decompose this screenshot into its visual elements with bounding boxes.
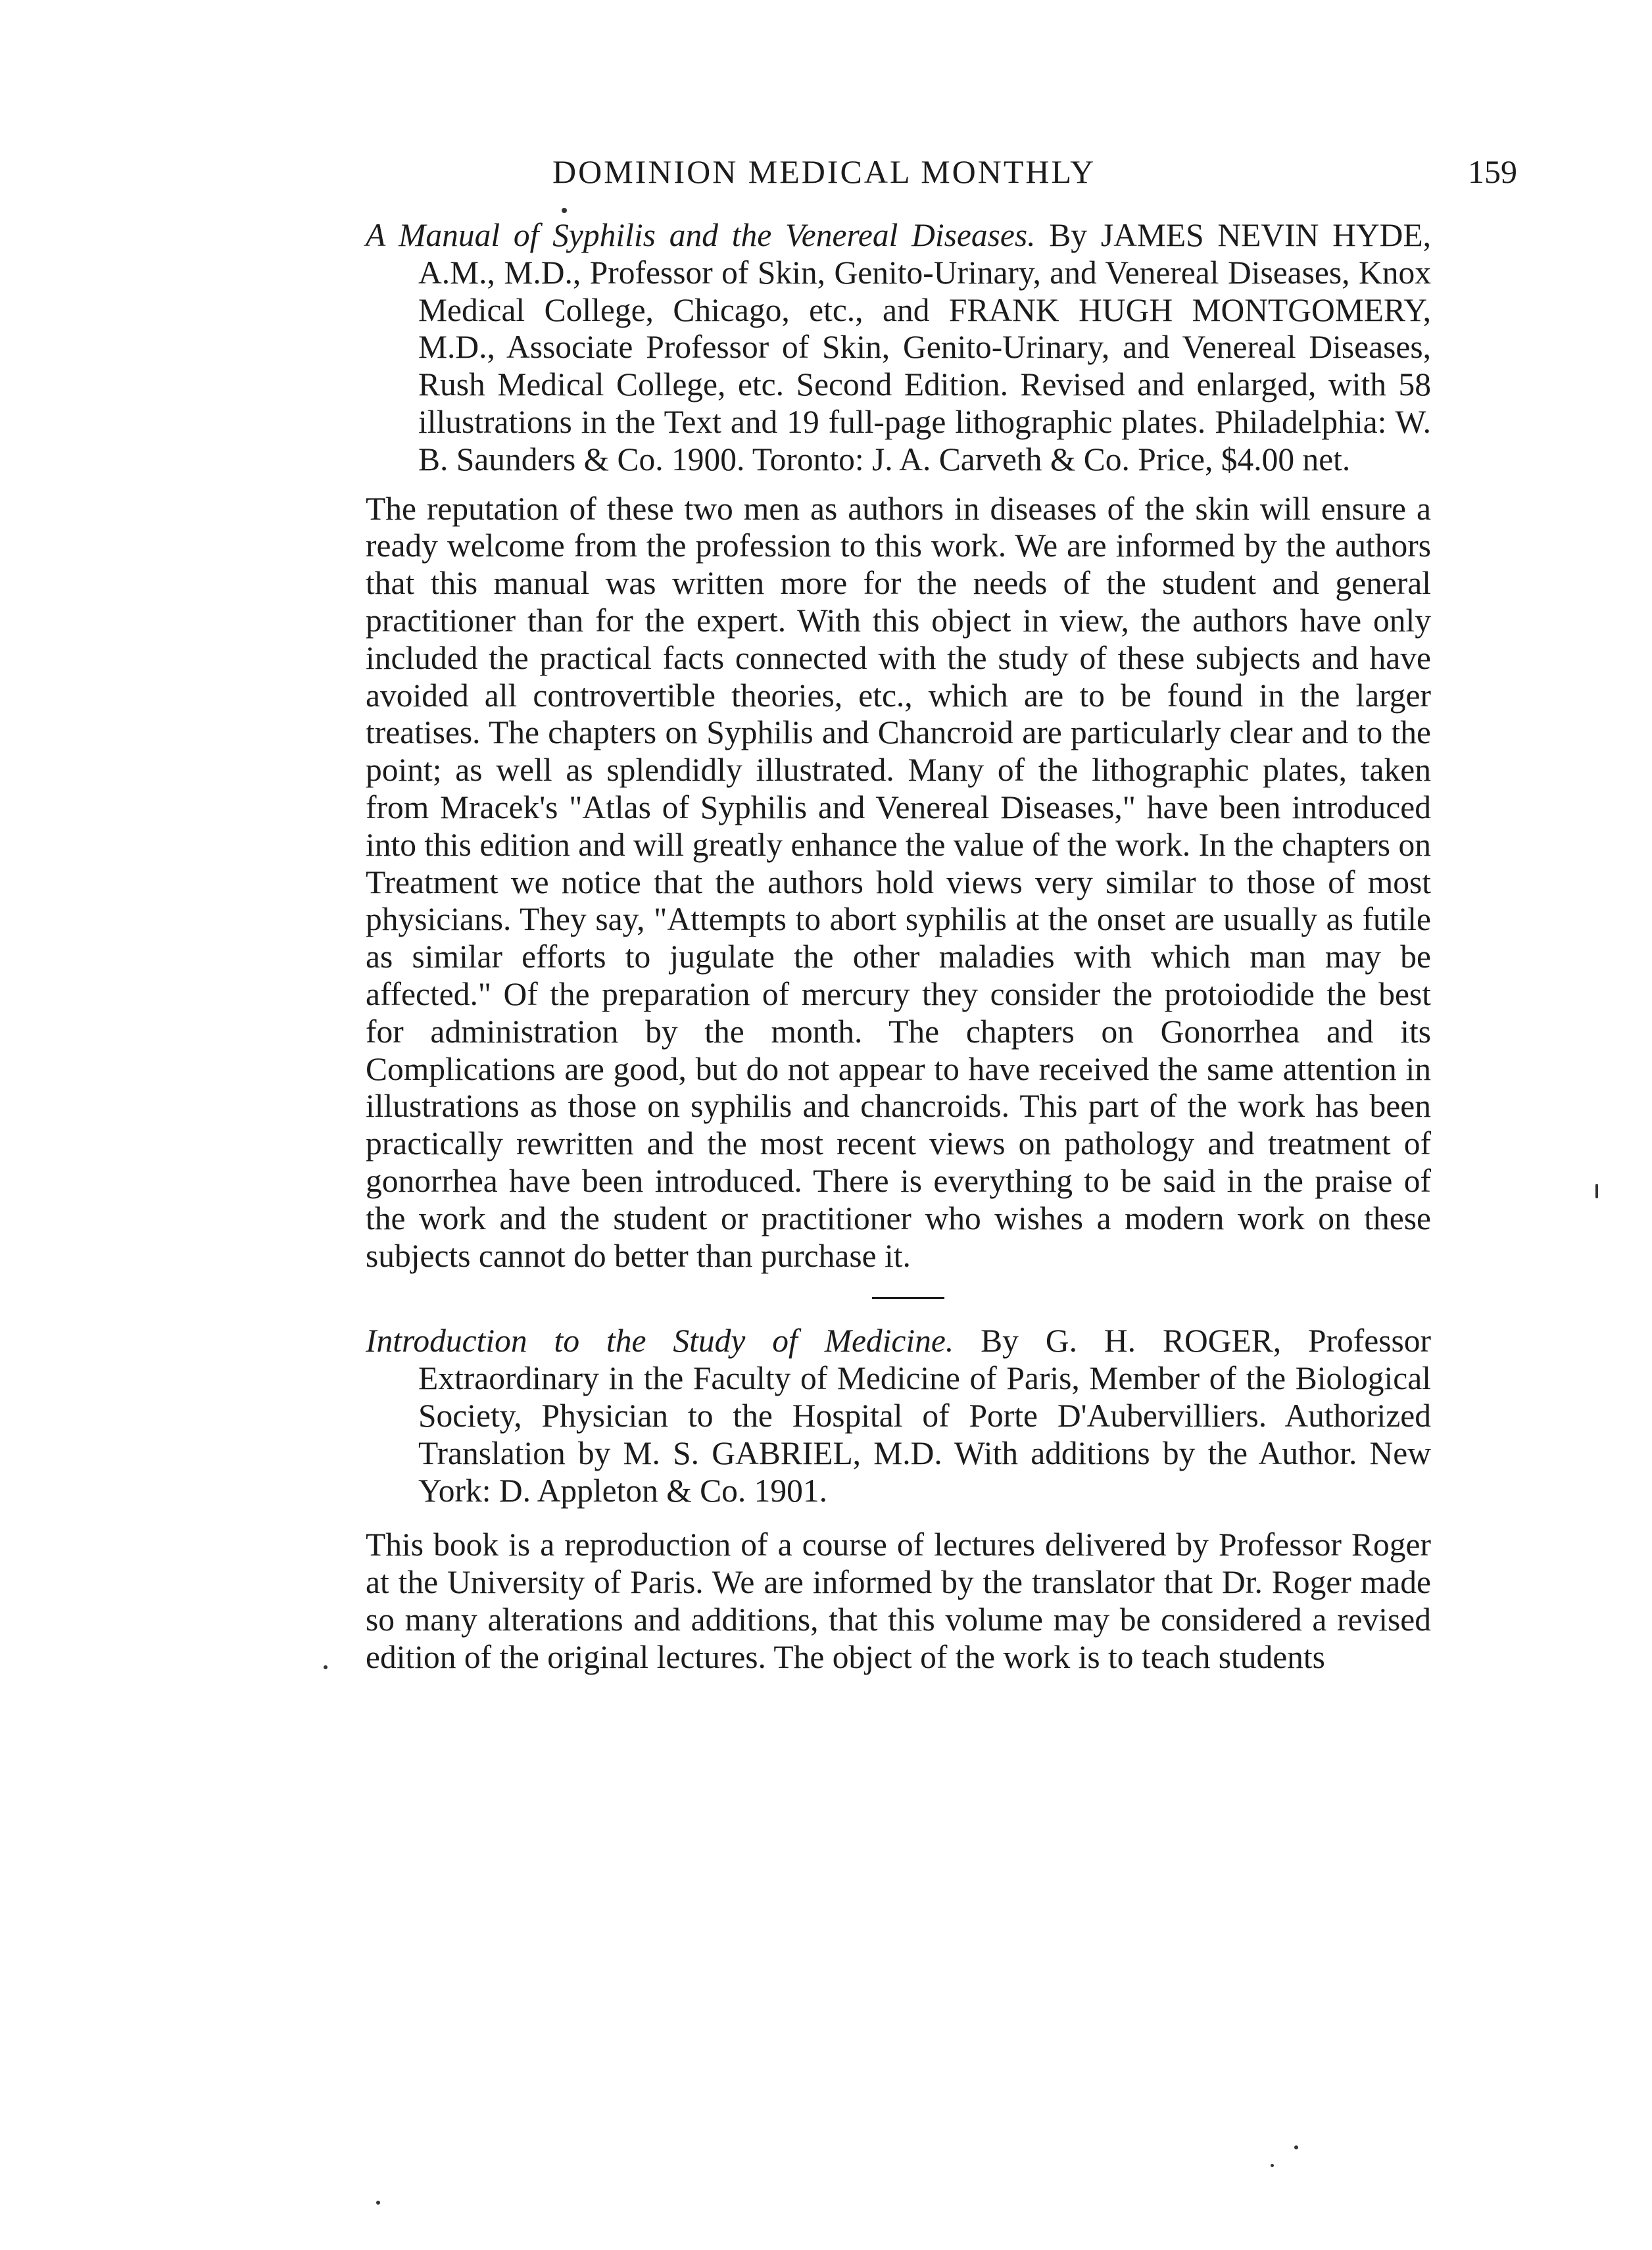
text-column [366, 217, 1431, 1676]
review-entry-1 [366, 217, 1431, 479]
page-number: 159 [1468, 153, 1517, 190]
review-title-1: A Manual of Syphilis and the Venereal Diseases. [366, 217, 1036, 253]
print-speck [562, 208, 567, 213]
running-head: DOMINION MEDICAL MONTHLY [552, 153, 1096, 190]
print-speck [1595, 1184, 1598, 1198]
print-speck [1294, 2145, 1298, 2149]
print-speck [376, 2201, 380, 2205]
print-speck [1271, 2164, 1274, 2167]
review-citation-1: By JAMES NEVIN HYDE, A.M., M.D., Professor of Skin, Genito-Urinary, and Venereal Diseases, Knox Medical College, Chicago, etc., and FRANK HUGH MONTGOMERY, M.D., Associate Professor of Skin, Genito-Urinary, and Venereal Diseases, Rush Medical College, etc. Second Edition. Revised and enlarged, with 58 illustrations in the Text and 19 full-page lithographic plates. Philadelphia: W. B. Saunders & Co. 1900. Toronto: J. A. Carveth & Co. Price, $4.00 net. [418, 217, 1431, 477]
review-title-2: Introduction to the Study of Medicine. [366, 1323, 954, 1359]
review-body-1: The reputation of these two men as authors in diseases of the skin will ensure a ready welcome from the profession to this work. We are informed by the authors that this manual was written more for the needs of the student and general practitioner than for the expert. With this object in view, the authors have only included the practical facts connected with the study of these subjects and have avoided all controvertible theories, etc., which are to be found in the larger treatises. The chapters on Syphilis and Chancroid are particularly clear and to the point; as well as splendidly illustrated. Many of the lithographic plates, taken from Mracek's "Atlas of Syphilis and Venereal Diseases," have been introduced into this edition and will greatly enhance the value of the work. In the chapters on Treatment we notice that the authors hold views very similar to those of most physicians. They say, "Attempts to abort syphilis at the onset are usually as futile as similar efforts to jugulate the other maladies with which man may be affected." Of the preparation of mercury they consider the protoiodide the best for administration by the month. The chapters on Gonorrhea and its Complications are good, but do not appear to have received the same attention in illustrations as those on syphilis and chancroids. This part of the work has been practically rewritten and the most recent views on pathology and treatment of gonorrhea have been introduced. There is everything to be said in the praise of the work and the student or practitioner who wishes a modern work on these subjects cannot do better than purchase it. [366, 490, 1431, 1274]
review-entry-2 [366, 1323, 1431, 1509]
review-citation-2: By G. H. ROGER, Professor Extraordinary in the Faculty of Medicine of Paris, Member of the Biological Society, Physician to the Hospital of Porte D'Aubervilliers. Authorized Translation by M. S. GABRIEL, M.D. With additions by the Author. New York: D. Appleton & Co. 1901. [418, 1323, 1431, 1509]
review-body-2: This book is a reproduction of a course of lectures delivered by Professor Roger at the University of Paris. We are informed by the translator that Dr. Roger made so many alterations and additions, that this volume may be considered a revised edition of the original lectures. The object of the work is to teach students [366, 1527, 1431, 1675]
print-speck [324, 1665, 328, 1669]
section-divider [872, 1297, 944, 1299]
